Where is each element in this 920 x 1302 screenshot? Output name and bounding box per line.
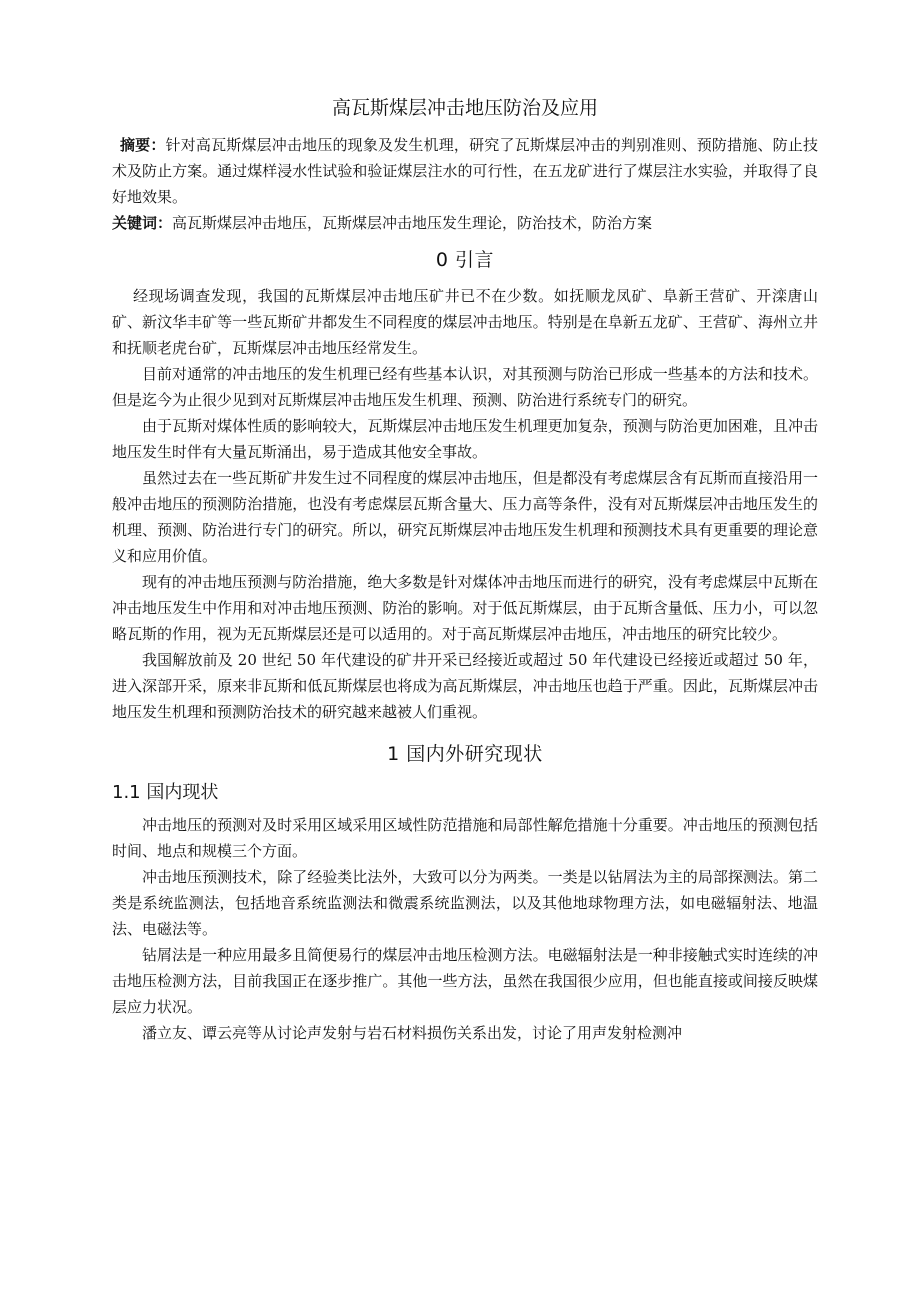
paragraph: 冲击地压预测技术，除了经验类比法外，大致可以分为两类。一类是以钻屑法为主的局部探测法。第二类是系统监测法，包括地音系统监测法和微震系统监测法，以及其他地球物理方法，如电磁辐射法、地温法、电磁法等。: [112, 868, 818, 938]
abstract-text: 针对高瓦斯煤层冲击地压的现象及发生机理，研究了瓦斯煤层冲击的判别准则、预防措施、防止技术及防止方案。通过煤样浸水性试验和验证煤层注水的可行性，在五龙矿进行了煤层注水实验，并取得了良好地效果。: [112, 136, 818, 206]
abstract-label: 摘要：: [120, 136, 166, 154]
subsection-heading-domestic: 1.1 国内现状: [112, 782, 219, 803]
document-page: [112, 95, 818, 1046]
abstract: [112, 132, 818, 210]
paragraph: 由于瓦斯对煤体性质的影响较大，瓦斯煤层冲击地压发生机理更加复杂，预测与防治更加困难，且冲击地压发生时伴有大量瓦斯涌出，易于造成其他安全事故。: [112, 417, 818, 461]
section-heading-research-status: 1 国内外研究现状: [387, 743, 543, 765]
paragraph: 目前对通常的冲击地压的发生机理已经有些基本认识，对其预测与防治已形成一些基本的方法和技术。但是迄今为止很少见到对瓦斯煤层冲击地压发生机理、预测、防治进行系统专门的研究。: [112, 365, 818, 409]
paper-title: 高瓦斯煤层冲击地压防治及应用: [331, 97, 598, 119]
section-heading-introduction: 0 引言: [435, 249, 495, 271]
paragraph: 我国解放前及 20 世纪 50 年代建设的矿井开采已经接近或超过 50 年代建设已经接近或超过 50 年，进入深部开采，原来非瓦斯和低瓦斯煤层也将成为高瓦斯煤层，冲击地压也趋于严重。因此，瓦斯煤层冲击地压发生机理和预测防治技术的研究越来越被人们重视。: [112, 651, 818, 721]
keywords-text: 高瓦斯煤层冲击地压，瓦斯煤层冲击地压发生理论，防治技术，防治方案: [172, 214, 653, 232]
paragraph: 虽然过去在一些瓦斯矿井发生过不同程度的煤层冲击地压，但是都没有考虑煤层含有瓦斯而直接沿用一般冲击地压的预测防治措施，也没有考虑煤层瓦斯含量大、压力高等条件，没有对瓦斯煤层冲击地压发生的机理、预测、防治进行专门的研究。所以，研究瓦斯煤层冲击地压发生机理和预测技术具有更重要的理论意义和应用价值。: [112, 469, 818, 565]
paragraph: 钻屑法是一种应用最多且简便易行的煤层冲击地压检测方法。电磁辐射法是一种非接触式实时连续的冲击地压检测方法，目前我国正在逐步推广。其他一些方法，虽然在我国很少应用，但也能直接或间接反映煤层应力状况。: [112, 946, 818, 1016]
paragraph: 潘立友、谭云亮等从讨论声发射与岩石材料损伤关系出发，讨论了用声发射检测冲: [142, 1024, 683, 1042]
paragraph: 经现场调查发现，我国的瓦斯煤层冲击地压矿井已不在少数。如抚顺龙凤矿、阜新王营矿、开滦唐山矿、新汶华丰矿等一些瓦斯矿井都发生不同程度的煤层冲击地压。特别是在阜新五龙矿、王营矿、海州立井和抚顺老虎台矿，瓦斯煤层冲击地压经常发生。: [112, 287, 818, 357]
keywords: [112, 210, 818, 236]
keywords-label: 关键词：: [112, 214, 173, 232]
paragraph: 冲击地压的预测对及时采用区域采用区域性防范措施和局部性解危措施十分重要。冲击地压的预测包括时间、地点和规模三个方面。: [112, 816, 818, 860]
paragraph: 现有的冲击地压预测与防治措施，绝大多数是针对煤体冲击地压而进行的研究，没有考虑煤层中瓦斯在冲击地压发生中作用和对冲击地压预测、防治的影响。对于低瓦斯煤层，由于瓦斯含量低、压力小，可以忽略瓦斯的作用，视为无瓦斯煤层还是可以适用的。对于高瓦斯煤层冲击地压，冲击地压的研究比较少。: [112, 573, 818, 643]
